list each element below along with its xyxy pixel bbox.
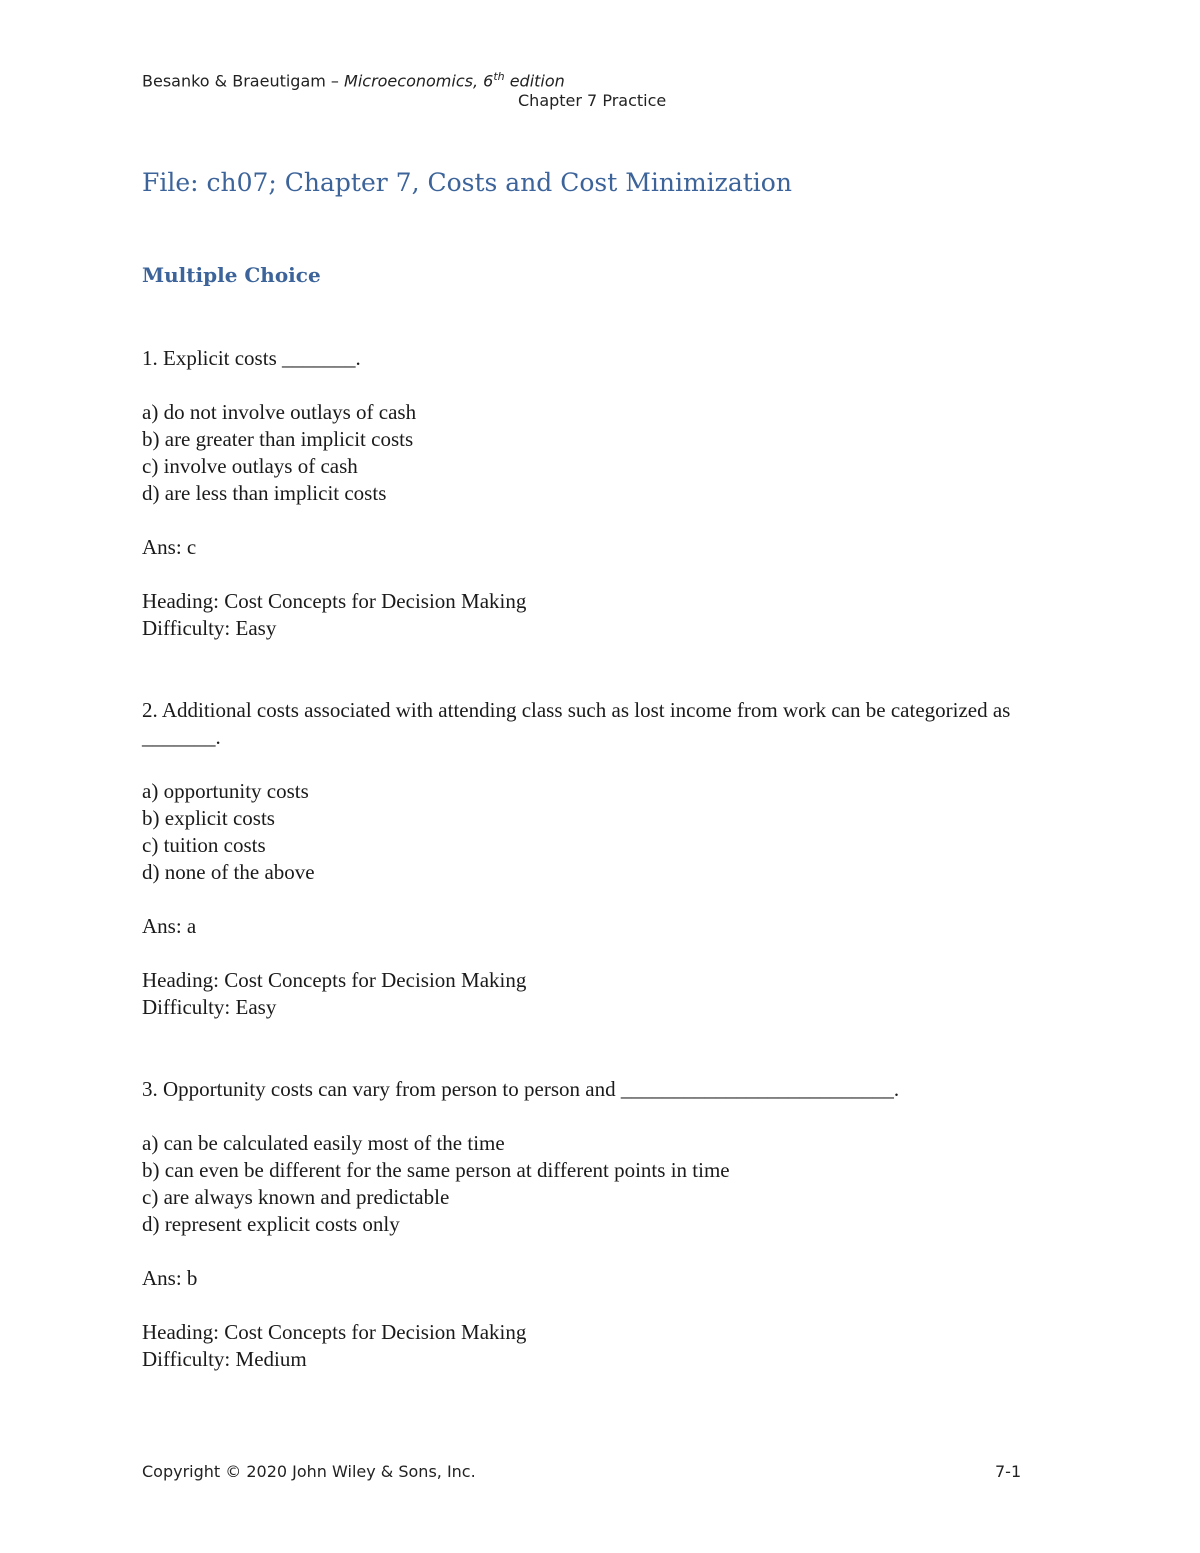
header-edition-sup: th	[493, 70, 505, 83]
option-c: c) involve outlays of cash	[142, 454, 358, 478]
file-title: File: ch07; Chapter 7, Costs and Cost Minimization	[142, 168, 792, 197]
option-b: b) are greater than implicit costs	[142, 427, 414, 451]
option-c: c) tuition costs	[142, 833, 266, 857]
question-2	[142, 697, 1022, 1021]
question-difficulty: Difficulty: Easy	[142, 995, 277, 1019]
header-edition-word: edition	[504, 71, 565, 91]
section-heading: Multiple Choice	[142, 263, 321, 287]
running-header-book	[142, 70, 565, 90]
option-a: a) opportunity costs	[142, 779, 309, 803]
question-3	[142, 1076, 1022, 1373]
option-a: a) can be calculated easily most of the time	[142, 1131, 505, 1155]
option-b: b) can even be different for the same person at different points in time	[142, 1158, 730, 1182]
header-authors: Besanko & Braeutigam –	[142, 71, 345, 91]
option-b: b) explicit costs	[142, 806, 275, 830]
question-difficulty: Difficulty: Easy	[142, 616, 277, 640]
question-difficulty: Difficulty: Medium	[142, 1347, 307, 1371]
question-heading: Heading: Cost Concepts for Decision Making	[142, 968, 527, 992]
option-a: a) do not involve outlays of cash	[142, 400, 417, 424]
question-stem: 3. Opportunity costs can vary from person to person and __________________________.	[142, 1077, 900, 1101]
option-d: d) represent explicit costs only	[142, 1212, 400, 1236]
option-d: d) none of the above	[142, 860, 315, 884]
answer: Ans: b	[142, 1266, 198, 1290]
running-header-chapter: Chapter 7 Practice	[518, 91, 667, 110]
footer-copyright: Copyright © 2020 John Wiley & Sons, Inc.	[142, 1462, 476, 1481]
question-stem: 1. Explicit costs _______.	[142, 346, 361, 370]
option-d: d) are less than implicit costs	[142, 481, 387, 505]
question-heading: Heading: Cost Concepts for Decision Making	[142, 1320, 527, 1344]
question-heading: Heading: Cost Concepts for Decision Making	[142, 589, 527, 613]
answer: Ans: a	[142, 914, 197, 938]
option-c: c) are always known and predictable	[142, 1185, 450, 1209]
header-book-title: Microeconomics, 6	[344, 71, 494, 91]
answer: Ans: c	[142, 535, 197, 559]
question-1	[142, 345, 1022, 642]
question-stem: 2. Additional costs associated with attending class such as lost income from work can be categorized as _______.	[142, 698, 1011, 749]
footer-page-number: 7-1	[995, 1462, 1022, 1481]
